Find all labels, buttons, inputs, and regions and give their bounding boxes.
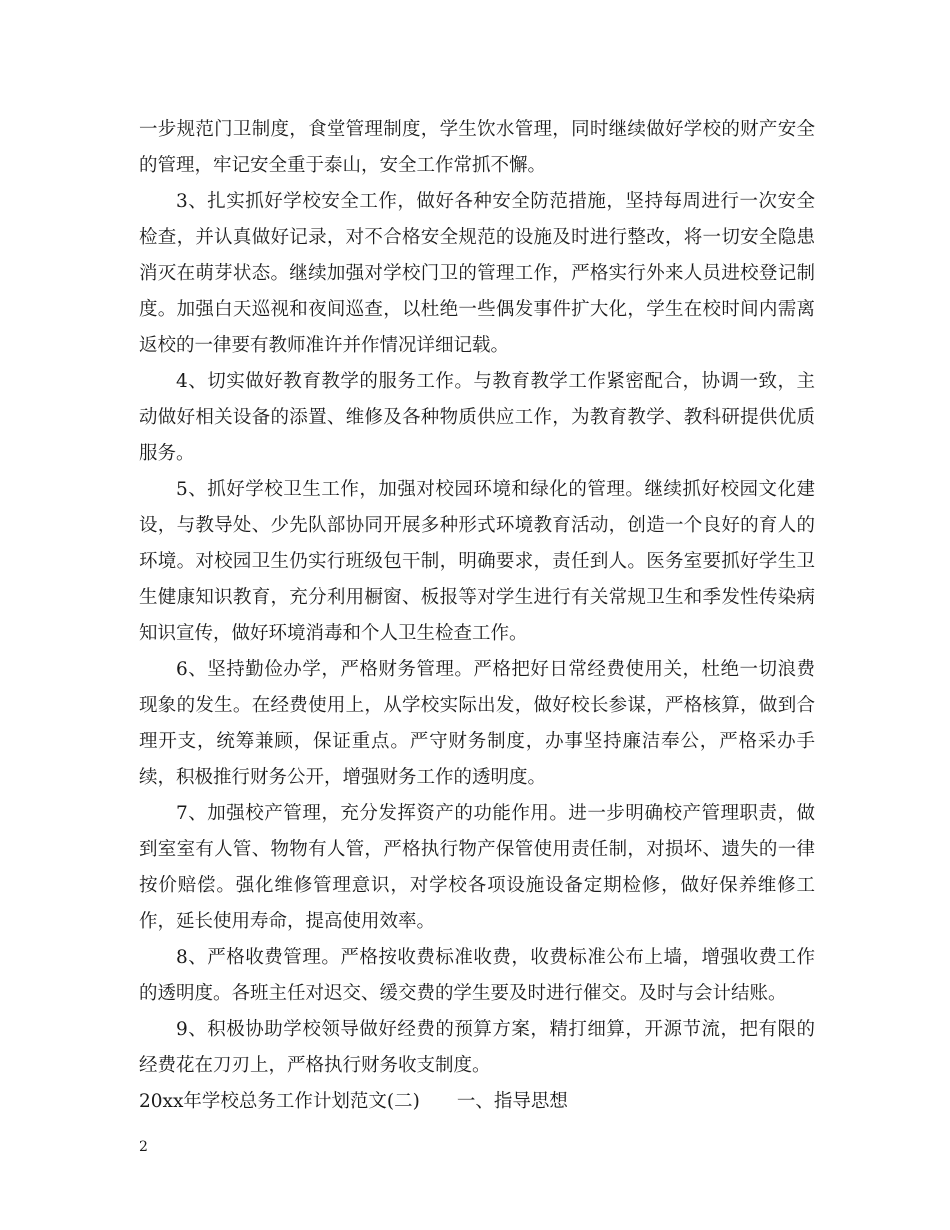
document-body: [139, 112, 815, 1120]
paragraph: 一步规范门卫制度，食堂管理制度，学生饮水管理，同时继续做好学校的财产安全的管理，牢记安全重于泰山，安全工作常抓不懈。: [139, 119, 815, 176]
paragraph: 5、抓好学校卫生工作，加强对校园环境和绿化的管理。继续抓好校园文化建设，与教导处、少先队部协同开展多种形式环境教育活动，创造一个良好的育人的环境。对校园卫生仍实行班级包干制，明确要求，责任到人。医务室要抓好学生卫生健康知识教育，充分利用橱窗、板报等对学生进行有关常规卫生和季发性传染病知识宣传，做好环境消毒和个人卫生检查工作。: [139, 479, 815, 644]
paragraph: 6、坚持勤俭办学，严格财务管理。严格把好日常经费使用关，杜绝一切浪费现象的发生。在经费使用上，从学校实际出发，做好校长参谋，严格核算，做到合理开支，统筹兼顾，保证重点。严守财务制度，办事坚持廉洁奉公，严格采办手续，积极推行财务公开，增强财务工作的透明度。: [139, 659, 815, 788]
paragraph: 9、积极协助学校领导做好经费的预算方案，精打细算，开源节流，把有限的经费花在刀刃上，严格执行财务收支制度。: [139, 1019, 815, 1076]
paragraph: 3、扎实抓好学校安全工作，做好各种安全防范措施，坚持每周进行一次安全检查，并认真做好记录，对不合格安全规范的设施及时进行整改，将一切安全隐患消灭在萌芽状态。继续加强对学校门卫的管理工作，严格实行外来人员进校登记制度。加强白天巡视和夜间巡查，以杜绝一些偶发事件扩大化，学生在校时间内需离返校的一律要有教师准许并作情况详细记载。: [139, 191, 815, 356]
paragraph: 8、严格收费管理。严格按收费标准收费，收费标准公布上墙，增强收费工作的透明度。各班主任对迟交、缓交费的学生要及时进行催交。及时与会计结账。: [139, 947, 815, 1004]
paragraph: 7、加强校产管理，充分发挥资产的功能作用。进一步明确校产管理职责，做到室室有人管、物物有人管，严格执行物产保管使用责任制，对损坏、遗失的一律按价赔偿。强化维修管理意识，对学校各项设施设备定期检修，做好保养维修工作，延长使用寿命，提高使用效率。: [139, 803, 815, 932]
page-number: 2: [139, 1139, 148, 1155]
paragraph: 4、切实做好教育教学的服务工作。与教育教学工作紧密配合，协调一致，主动做好相关设备的添置、维修及各种物质供应工作，为教育教学、教科研提供优质服务。: [139, 371, 815, 464]
section-heading: 20xx年学校总务工作计划范文(二) 一、指导思想: [139, 1091, 568, 1112]
